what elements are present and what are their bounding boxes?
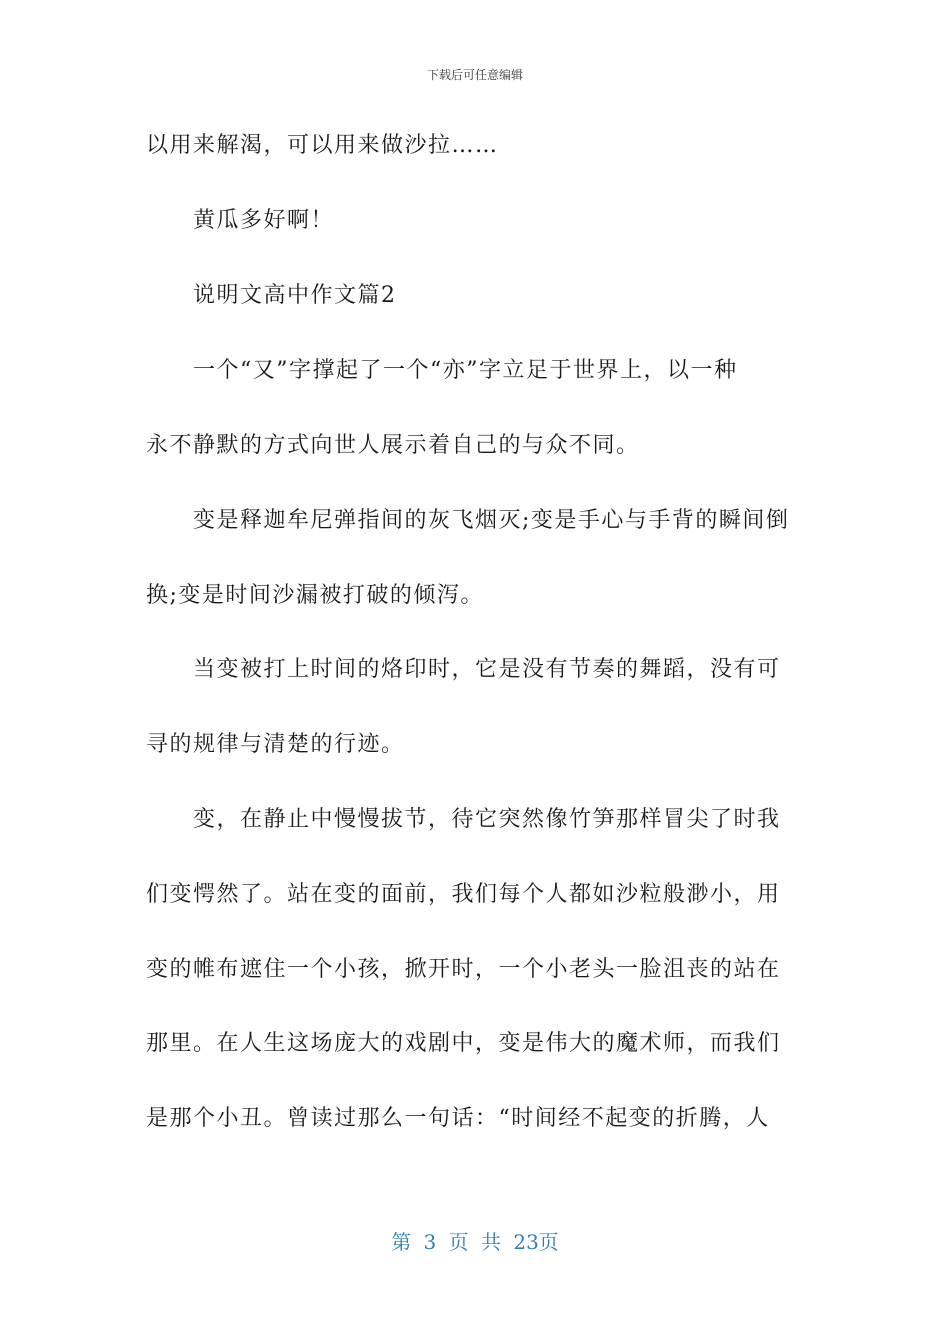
body-line-14: 是那个小丑。曾读过那么一句话：“时间经不起变的折腾，人 <box>146 1106 770 1131</box>
body-line-4: 一个“又”字撑起了一个“亦”字立足于世界上，以一种 <box>193 358 738 383</box>
body-line-13: 那里。在人生这场庞大的戏剧中，变是伟大的魔术师，而我们 <box>146 1031 781 1056</box>
body-line-7: 换;变是时间沙漏被打破的倾泻。 <box>146 583 484 608</box>
body-line-8: 当变被打上时间的烙印时，它是没有节奏的舞蹈，没有可 <box>193 657 781 682</box>
body-line-1: 以用来解渴，可以用来做沙拉…… <box>146 133 499 158</box>
body-line-6: 变是释迦牟尼弹指间的灰飞烟灭;变是手心与手背的瞬间倒 <box>193 508 790 533</box>
header-note: 下载后可任意编辑 <box>426 68 523 82</box>
body-line-12: 变的帷布遮住一个小孩，掀开时，一个小老头一脸沮丧的站在 <box>146 957 781 982</box>
body-line-9: 寻的规律与清楚的行迹。 <box>146 732 405 757</box>
page-number: 第 3 页 共 23页 <box>391 1230 559 1254</box>
section-heading: 说明文高中作文篇2 <box>193 283 397 308</box>
body-line-5: 永不静默的方式向世人展示着自己的与众不同。 <box>146 433 640 458</box>
body-line-10: 变，在静止中慢慢拔节，待它突然像竹笋那样冒尖了时我 <box>193 807 781 832</box>
body-line-2: 黄瓜多好啊！ <box>193 208 335 233</box>
body-line-11: 们变愕然了。站在变的面前，我们每个人都如沙粒般渺小，用 <box>146 882 781 907</box>
